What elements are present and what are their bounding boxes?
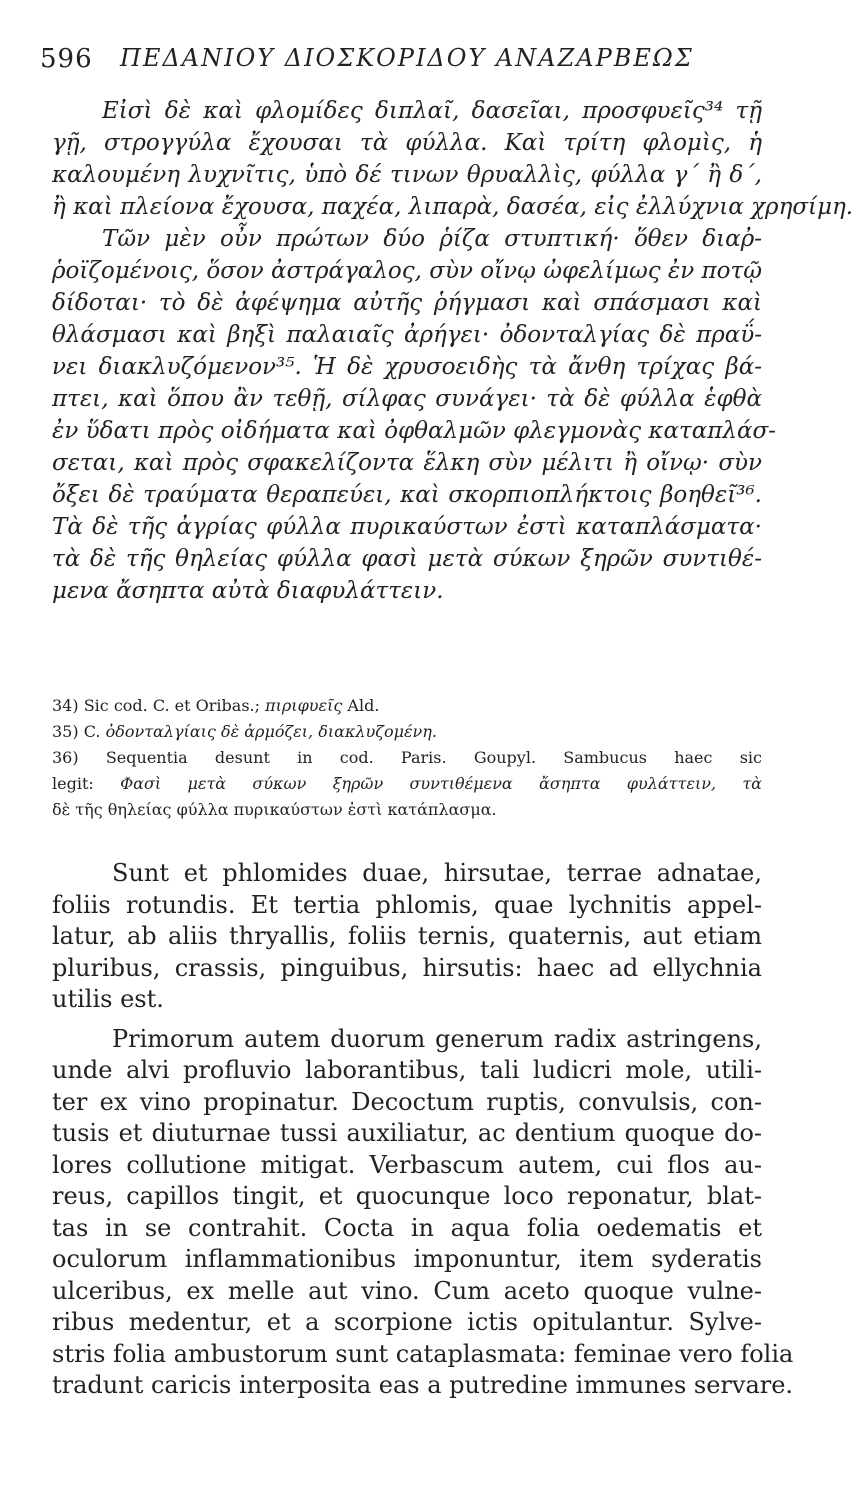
greek-line: νει διακλυζόμενον³⁵. Ἡ δὲ χρυσοειδὴς τὰ ἄνθη τρίχας βά-: [52, 354, 762, 380]
latin-line: Sunt et phlomides duae, hirsutae, terrae adnatae,: [112, 859, 762, 887]
footnote-greek: ὀδονταλγίαις δὲ ἁρμόζει, διακλυζομένη.: [105, 722, 437, 741]
greek-line: ἢ καὶ πλείονα ἔχουσα, παχέα, λιπαρὰ, δασέα, εἰς ἐλλύχνια χρησίμη.: [52, 194, 853, 220]
greek-line: Τὰ δὲ τῆς ἀγρίας φύλλα πυρικαύστων ἐστὶ καταπλάσματα·: [52, 514, 762, 540]
paragraph-gap: [52, 1016, 762, 1024]
greek-line: γῇ, στρογγύλα ἔχουσαι τὰ φύλλα. Καὶ τρίτη φλομὶς, ἡ: [52, 130, 762, 156]
greek-line: ῥοϊζομένοις, ὅσον ἀστράγαλος, σὺν οἴνῳ ὠφελίμως ἐν ποτῷ: [52, 258, 762, 284]
latin-line: tusis et diuturnae tussi auxiliatur, ac dentium quoque do-: [52, 1119, 762, 1147]
latin-line: ter ex vino propinatur. Decoctum ruptis, convulsis, con-: [52, 1087, 762, 1116]
latin-line: Primorum autem duorum generum radix astringens,: [112, 1024, 762, 1053]
footnote-36-line: [52, 771, 762, 797]
footnote-36-line: δὲ τῆς θηλείας φύλλα πυρικαύστων ἐστὶ κατάπλασμα.: [52, 800, 497, 819]
greek-line: καλουμένη λυχνῖτις, ὑπὸ δέ τινων θρυαλλὶς, φύλλα γ΄ ἢ δ΄,: [52, 162, 762, 188]
greek-line: θλάσμασι καὶ βηξὶ παλαιαῖς ἀρήγει· ὀδονταλγίας δὲ πραΰ-: [52, 322, 762, 348]
footnote-marker: 34): [52, 696, 79, 715]
latin-line: reus, capillos tingit, et quocunque loco reponatur, blat-: [52, 1182, 762, 1210]
latin-line: ribus medentur, et a scorpione ictis opitulantur. Sylve-: [52, 1308, 762, 1336]
footnote-35: [52, 719, 762, 745]
greek-line: μενα ἄσηπτα αὐτὰ διαφυλάττειν.: [52, 578, 444, 604]
footnote-text: C.: [83, 722, 101, 741]
footnotes: [52, 693, 762, 823]
footnote-text: Ald.: [347, 696, 380, 715]
greek-line: πτει, καὶ ὅπου ἂν τεθῇ, σίλφας συνάγει· τὰ δὲ φύλλα ἑφθὰ: [52, 386, 762, 412]
greek-line: τὰ δὲ τῆς θηλείας φύλλα φασὶ μετὰ σύκων ξηρῶν συντιθέ-: [52, 546, 762, 572]
footnote-marker: 35): [52, 722, 79, 741]
latin-line: foliis rotundis. Et tertia phlomis, quae lychnitis appel-: [52, 890, 762, 919]
latin-line: pluribus, crassis, pinguibus, hirsutis: haec ad ellychnia: [52, 953, 762, 982]
latin-line: unde alvi profluvio laborantibus, tali ludicri mole, utili-: [52, 1056, 762, 1084]
latin-line: latur, ab aliis thryallis, foliis ternis, quaternis, aut etiam: [52, 922, 762, 950]
latin-line: ulceribus, ex melle aut vino. Cum aceto quoque vulne-: [52, 1276, 762, 1305]
latin-line: utilis est.: [52, 985, 164, 1013]
greek-line: Εἰσὶ δὲ καὶ φλομίδες διπλαῖ, δασεῖαι, προσφυεῖς³⁴ τῇ: [102, 98, 762, 124]
greek-line: δίδοται· τὸ δὲ ἀφέψημα αὐτῆς ῥήγμασι καὶ σπάσμασι καὶ: [52, 290, 762, 316]
latin-line: tas in se contrahit. Cocta in aqua folia oedematis et: [52, 1213, 762, 1242]
page-number: 596: [40, 44, 93, 74]
footnote-text: Sic cod. C. et Oribas.;: [83, 696, 261, 715]
latin-paragraph: [52, 858, 762, 1016]
greek-line: Τῶν μὲν οὖν πρώτων δύο ῥίζα στυπτική· ὅθεν διαῤ-: [102, 226, 762, 252]
latin-line: stris folia ambustorum sunt cataplasmata: feminae vero folia: [52, 1339, 794, 1368]
footnote-34: [52, 693, 762, 719]
footnote-greek: πιριφυεῖς: [265, 696, 343, 715]
footnote-36-line: 36) Sequentia desunt in cod. Paris. Goupyl. Sambucus haec sic: [52, 748, 762, 767]
greek-line: ἐν ὕδατι πρὸς οἰδήματα καὶ ὀφθαλμῶν φλεγμονὰς καταπλάσ-: [52, 418, 776, 444]
latin-line: tradunt caricis interposita eas a putredine immunes servare.: [52, 1371, 794, 1399]
running-title: ΠΕΔΑΝΙΟΥ ΔΙΟΣΚΟΡΙΔΟΥ ΑΝΑΖΑΡΒΕΩΣ: [120, 44, 694, 72]
greek-line: ὄξει δὲ τραύματα θεραπεύει, καὶ σκορπιοπλήκτοις βοηθεῖ³⁶.: [52, 482, 762, 508]
latin-line: oculorum inflammationibus imponuntur, item syderatis: [52, 1245, 762, 1273]
footnote-greek: Φασὶ μετὰ σύκων ξηρῶν συντιθέμενα ἄσηπτα φυλάττειν, τὰ: [120, 774, 762, 793]
footnote-text: legit:: [52, 774, 94, 793]
latin-line: lores collutione mitigat. Verbascum autem, cui flos au-: [52, 1150, 762, 1179]
latin-paragraph: [52, 1024, 794, 1402]
latin-translation: [52, 858, 794, 1402]
greek-text-block: [52, 95, 853, 607]
greek-line: σεται, καὶ πρὸς σφακελίζοντα ἕλκη σὺν μέλιτι ἢ οἴνῳ· σὺν: [52, 450, 762, 476]
page-header: [40, 40, 760, 80]
